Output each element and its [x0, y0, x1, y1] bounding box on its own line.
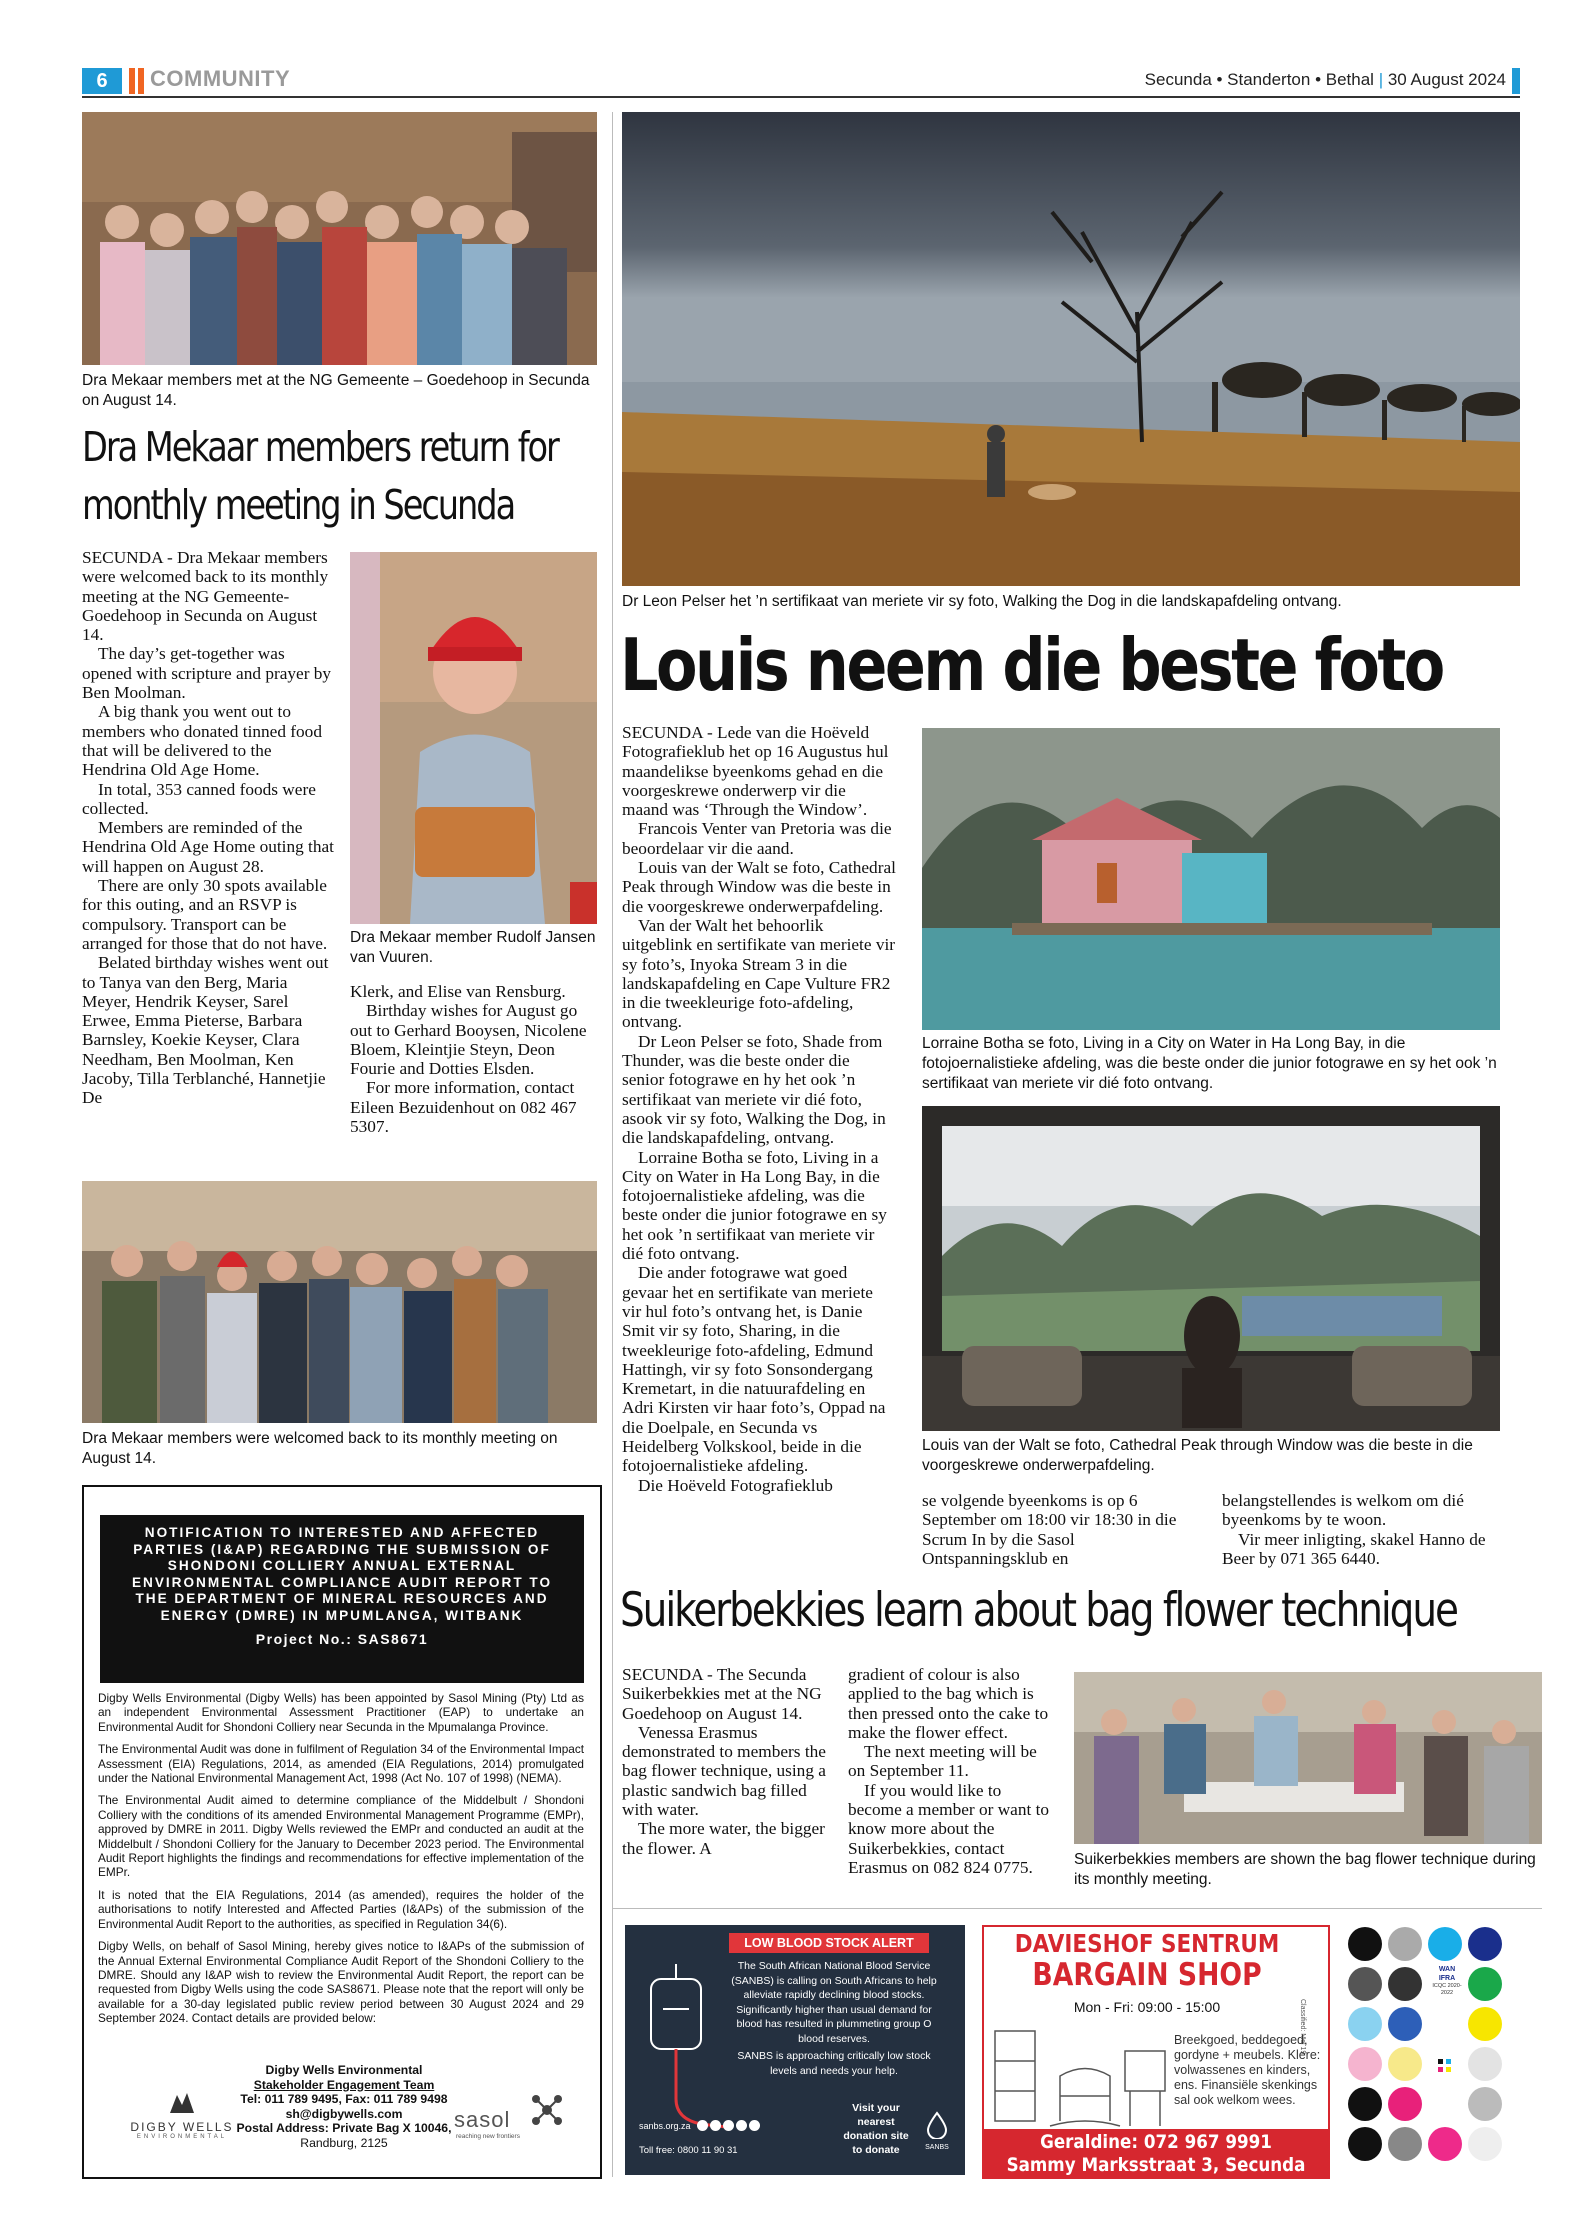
social-icons [697, 2118, 760, 2136]
walking-the-dog-caption: Dr Leon Pelser het ’n sertifikaat van meriete vir sy foto, Walking the Dog in die landskapafdeling ontvang. [622, 593, 1342, 610]
foto-para: Lorraine Botha se foto, Living in a City on Water in Ha Long Bay, in die fotojoernalistieke afdeling, was die beste onder die junior fotograwe en sy het ook ’n sertifikaat van meriete vir dié foto ontvang. [622, 1147, 887, 1264]
badge-brand: WAN IFRA [1438, 1966, 1456, 1982]
digby-wells-icon [167, 2089, 197, 2115]
color-swatch [1468, 1967, 1502, 2001]
mekaar-photo1-caption: Dra Mekaar members met at the NG Gemeente – Goedehoop in Secunda on August 14. [82, 372, 590, 409]
mekaar-para: A big thank you went out to members who donated tinned food that will be delivered to the Hendrina Old Age Home. [82, 702, 322, 780]
mekaar-para: Belated birthday wishes went out to Tanya van den Berg, Maria Meyer, Hendrik Keyser, Sarel Erwee, Emma Pieterse, Barbara Barnsley, Koekie Keyser, Clara Needham, Ben Moolman, Ken Jacoby, Tilla Terblanché, Hannetjie De [82, 953, 329, 1108]
print-color-bar [1340, 1925, 1520, 2175]
suiker-para: Venessa Erasmus demonstrated to members the bag flower technique, using a plastic sandwich bag filled with water. [622, 1722, 826, 1820]
section-marker [129, 68, 135, 94]
foto-para: SECUNDA - Lede van die Hoëveld Fotografieklub het op 16 Augustus hul maandelikse byeenkoms gehad en die voorgeskrewe onderwerp vir die maand was ‘Through the Window’. [622, 723, 889, 820]
mekaar-para: Members are reminded of the Hendrina Old Age Home outing that will happen on August 28. [82, 818, 334, 876]
color-swatch [1468, 2007, 1502, 2041]
mekaar-body-col2 [350, 982, 600, 1136]
color-swatch [1348, 2087, 1382, 2121]
environmental-notice [82, 1485, 602, 2179]
color-swatch [1388, 2087, 1422, 2121]
blood-bag-icon [641, 1959, 731, 2139]
foto-para: se volgende byeenkoms is op 6 September om 18:00 vir 18:30 in die Scrum In by die Sasol Ontspanningsklub en [922, 1491, 1177, 1568]
contact-address: Randburg, 2125 [300, 2135, 388, 2150]
shop-hours: Mon - Fri: 09:00 - 15:00 [1073, 1999, 1221, 2015]
sanbs-wordmark: SANBS [925, 2144, 949, 2151]
contact-address: Postal Address: Private Bag X 10046, [236, 2121, 452, 2136]
notice-para: It is noted that the EIA Regulations, 2014 (as amended), requires the holder of the authorisations to notify Interested and Affected Parties (I&APs) of the submission of the Environmental Audit Report to the authorities, as specified in Regulation 34(6). [98, 1887, 584, 1931]
suiker-body-col2 [848, 1665, 1058, 1877]
shop-vertical: Classified: Mel 19 [1299, 1999, 1306, 2055]
foto-body-col1 [622, 723, 896, 1495]
sasol-logo [454, 2087, 574, 2147]
suiker-para: The more water, the bigger the flower. A [622, 1819, 825, 1858]
color-swatch [1388, 1927, 1422, 1961]
mekaar-body-col1 [82, 548, 334, 1108]
color-swatch [1348, 1967, 1382, 2001]
mekaar-para: The day’s get-together was opened with scripture and prayer by Ben Moolman. [82, 644, 332, 703]
notice-project: Project No.: SAS8671 [255, 1630, 429, 1647]
furniture-illustration [990, 2021, 1170, 2131]
sasol-tagline: reaching new frontiers [456, 2133, 520, 2140]
social-icon [710, 2120, 721, 2131]
color-swatch [1388, 2047, 1422, 2081]
suiker-para: gradient of colour is also applied to the bag which is then pressed onto the cake to make the flower effect. [848, 1665, 1049, 1742]
foto-para: Die ander fotograwe wat goed gevaar het en sertifikate van meriete vir hul foto’s ontvang het, is Danie Smit vir sy foto, Sharing, in die tweekleurige foto-afdeling, Edmund Hattingh, vir sy foto Sonsondergang Kremetart, in die natuurafdeling en Adri Kirsten vir haar foto’s, Oppad na die Doelpale, en Secunda vs Heidelberg Volkskool, beide in die fotojoernalistieke afdeling. [622, 1263, 886, 1476]
mekaar-para: In total, 353 canned foods were collected. [82, 779, 316, 818]
mekaar-photo-rudolf [350, 552, 597, 924]
shop-title: DAVIESHOF SENTRUM [1014, 1929, 1280, 1958]
notice-body [98, 1691, 584, 2034]
badge-years: ICQC 2020-2022 [1432, 1983, 1462, 1996]
header-rule [82, 96, 1520, 98]
notice-para: The Environmental Audit was done in fulfilment of Regulation 34 of the Environmental Impact Assessment (EIA) Regulations, 2014, as amended (EIA Regulations, 2014) promulgated under the National Environmental Management Act, 1998 (Act No. 107 of 1998) (NEMA). [98, 1742, 584, 1786]
header-bar [1512, 68, 1520, 94]
color-swatch [1468, 2047, 1502, 2081]
page-number: 6 [82, 68, 122, 94]
sasol-molecule-icon [530, 2093, 564, 2127]
section-title: COMMUNITY [150, 66, 291, 91]
digby-wells-wordmark: DIGBY WELLS [130, 2120, 234, 2134]
mekaar-para: Klerk, and Elise van Rensburg. [350, 982, 566, 1001]
suiker-body-col1 [622, 1665, 832, 1858]
notice-para: Digby Wells, on behalf of Sasol Mining, hereby gives notice to I&APs of the submission of the Annual External Environmental Compliance Audit Report of the Shondoni Colliery to the DMRE. Should any I&AP wish to review the Environmental Audit Report, the report can be requested from Digby Wells using the code SAS8671. Please note that the report will only be available for a 30-day legislated public review period between 30 August 2024 and 29 September 2024. Contact details are provided below: [98, 1939, 584, 2026]
notice-para: Digby Wells Environmental (Digby Wells) has been appointed by Sasol Mining (Pty) Ltd as an independent Environmental Assessment Practitioner (EAP) to undertake an Environmental Audit for Shondoni Colliery near Secunda in the Mpumalanga Province. [98, 1691, 584, 1734]
suiker-headline: Suikerbekkies learn about bag flower technique [620, 1583, 1457, 1638]
column-divider [612, 112, 613, 2177]
edition-line: Secunda • Standerton • Bethal | 30 August 2024 [1144, 70, 1506, 89]
blood-tollfree: Toll free: 0800 11 90 31 [639, 2145, 738, 2156]
color-swatch [1428, 1927, 1462, 1961]
blood-text: SANBS is approaching critically low stock levels and needs your help. [737, 2050, 931, 2077]
mekaar-photo-group-women [82, 112, 597, 365]
issue-date: 30 August 2024 [1387, 70, 1506, 89]
contact-tel: Tel: 011 789 9495, Fax: 011 789 9498 [240, 2092, 448, 2107]
digby-wells-sub: ENVIRONMENTAL [136, 2134, 228, 2140]
digby-wells-logo [122, 2089, 242, 2149]
notice-header [100, 1515, 584, 1683]
mekaar-photo3-caption: Dra Mekaar members were welcomed back to its monthly meeting on August 14. [82, 1430, 558, 1467]
social-icon [736, 2120, 747, 2131]
shop-subtitle: BARGAIN SHOP [1032, 1957, 1262, 1993]
foto-para: Louis van der Walt se foto, Cathedral Peak through Window was die beste in die voorgeskrewe onderwerpafdeling. [622, 858, 896, 916]
walking-the-dog-photo [622, 112, 1520, 586]
color-swatch [1348, 2047, 1382, 2081]
color-swatch [1348, 1927, 1382, 1961]
suiker-para: The next meeting will be on September 11. [848, 1742, 1037, 1781]
foto-para: Francois Venter van Pretoria was die beoordelaar vir die aand. [622, 819, 892, 858]
blood-drop-icon [926, 2111, 948, 2139]
halong-bay-photo [922, 728, 1500, 1030]
suiker-photo [1074, 1672, 1542, 1844]
mekaar-para: For more information, contact Eileen Bezuidenhout on 082 467 5307. [350, 1078, 577, 1137]
sanbs-logo [917, 2111, 957, 2151]
shop-description: Breekgoed, beddegoed, gordyne + meubels. Klere: volwassenes en kinders, ens. Finansiële skenkings sal ook welkom wees. [1174, 2033, 1321, 2107]
color-swatch [1348, 2007, 1382, 2041]
mekaar-headline: Dra Mekaar members return for monthly meeting in Secunda [82, 423, 558, 529]
mekaar-para: There are only 30 spots available for this outing, and an RSVP is compulsory. Transport can be arranged for those that do not have. [82, 876, 328, 953]
registration-marks [1436, 2057, 1460, 2081]
wan-ifra-badge [1430, 1965, 1464, 2035]
blood-title: LOW BLOOD STOCK ALERT [729, 1933, 929, 1953]
contact-email: sh@digbywells.com [285, 2106, 403, 2121]
color-swatch [1428, 2127, 1462, 2161]
cathedral-peak-caption: Louis van der Walt se foto, Cathedral Peak through Window was die beste in die voorgeskrewe onderwerpafdeling. [922, 1437, 1473, 1474]
section-marker [138, 68, 144, 94]
shop-contact: Geraldine: 072 967 9991 [1040, 2131, 1272, 2153]
suiker-photo-caption: Suikerbekkies members are shown the bag flower technique during its monthly meeting. [1074, 1851, 1536, 1888]
foto-para: Dr Leon Pelser se foto, Shade from Thunder, was die beste onder die senior fotograwe en hy het ook ’n sertifikaat van meriete vir dié foto, asook vir sy foto, Walking the Dog, in die landskapafdeling, ontvang. [622, 1031, 886, 1148]
color-swatch [1468, 1927, 1502, 1961]
foto-headline: Louis neem die beste foto [620, 623, 1443, 707]
mekaar-para: SECUNDA - Dra Mekaar members were welcomed back to its monthly meeting at the NG Gemeente-Goedehoop in Secunda on August 14. [82, 548, 329, 645]
mekaar-photo-group-men [82, 1181, 597, 1423]
blood-text: The South African National Blood Service (SANBS) is calling on South Africans to help alleviate rapidly declining blood stocks. Significantly higher than usual demand for blood has resulted in plummeting group O blood reserves. [731, 1960, 937, 2045]
foto-body-col2 [922, 1491, 1194, 1568]
halong-bay-caption: Lorraine Botha se foto, Living in a City on Water in Ha Long Bay, in die fotojoernalistieke afdeling, was die beste onder die junior fotograwe en sy het ook ’n sertifikaat van meriete vir dié foto ontvang. [922, 1035, 1497, 1092]
mekaar-para: Birthday wishes for August go out to Gerhard Booysen, Nicolene Bloem, Kleintjie Steyn, Deon Fourie and Dotties Elsden. [350, 1001, 587, 1079]
suiker-para: If you would like to become a member or want to know more about the Suikerbekkies, contact Erasmus on 082 824 0775. [848, 1780, 1050, 1877]
color-swatch [1348, 2127, 1382, 2161]
notice-title: NOTIFICATION TO INTERESTED AND AFFECTED PARTIES (I&AP) REGARDING THE SUBMISSION OF SHONDONI COLLIERY ANNUAL EXTERNAL ENVIRONMENTAL COMPLIANCE AUDIT REPORT TO THE DEPARTMENT OF MINERAL RESOURCES AND ENERGY (DMRE) IN MPUMLANGA, WITBANK [131, 1525, 553, 1623]
foto-para: Van der Walt het behoorlik uitgeblink en sertifikate van meriete vir sy foto’s, Inyoka Stream 3 in die landskapafdeling en Cape Vulture FR2 in die tweekleurige foto-afdeling, ontvang. [622, 915, 896, 1032]
contact-team: Stakeholder Engagement Team [253, 2077, 435, 2092]
blood-url: sanbs.org.za [639, 2121, 691, 2131]
edition: Secunda • Standerton • Bethal [1144, 70, 1374, 89]
color-swatch [1388, 1967, 1422, 2001]
foto-para: Die Hoëveld Fotografieklub [638, 1475, 833, 1495]
color-swatch [1388, 2127, 1422, 2161]
social-icon [723, 2120, 734, 2131]
notice-para: The Environmental Audit aimed to determine compliance of the Middelbult / Shondoni Colliery with the conditions of its amended Environmental Management Programme (EMPr), approved by DMRE in 2011. Digby Wells reviewed the EMPr and conducted an audit at the Middelbult / Shondoni Colliery for the January to December 2023 period. The Environmental Audit Report highlights the findings and recommendations for effective implementation of the EMPr. [98, 1793, 584, 1880]
blood-cta: Visit your nearest donation site to donate [843, 2102, 909, 2156]
suiker-para: SECUNDA - The Secunda Suikerbekkies met at the NG Goedehoop on August 14. [622, 1665, 822, 1723]
cathedral-peak-photo [922, 1106, 1500, 1431]
blood-alert-ad [625, 1925, 965, 2175]
shop-address: Sammy Marksstraat 3, Secunda [1006, 2154, 1306, 2176]
color-swatch [1388, 2007, 1422, 2041]
bargain-shop-ad [982, 1925, 1330, 2179]
color-swatch [1468, 2087, 1502, 2121]
foto-para: belangstellendes is welkom om dié byeenkoms by te woon. [1222, 1491, 1464, 1530]
social-icon [749, 2120, 760, 2131]
foto-para: Vir meer inligting, skakel Hanno de Beer by 071 365 6440. [1222, 1529, 1486, 1568]
ad-divider [612, 1908, 1542, 1909]
sasol-wordmark: sasol [454, 2107, 511, 2132]
foto-body-col3 [1222, 1491, 1512, 1568]
shop-contact-bar [984, 2129, 1328, 2177]
social-icon [697, 2120, 708, 2131]
color-swatch [1468, 2127, 1502, 2161]
contact-company: Digby Wells Environmental [265, 2063, 423, 2077]
mekaar-photo2-caption: Dra Mekaar member Rudolf Jansen van Vuuren. [350, 929, 596, 966]
